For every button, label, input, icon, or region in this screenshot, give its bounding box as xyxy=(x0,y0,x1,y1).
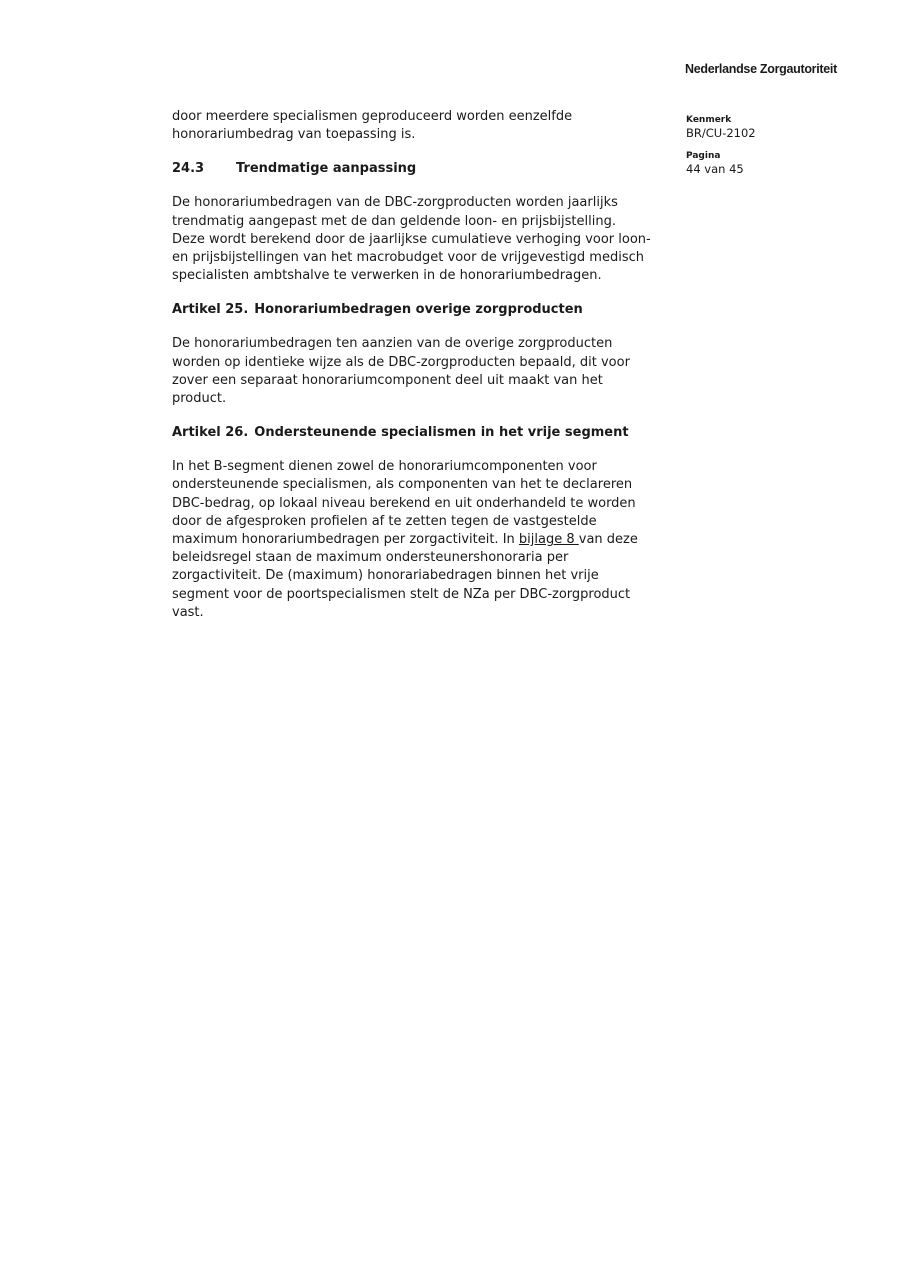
section-title: Trendmatige aanpassing xyxy=(236,161,417,177)
paragraph-line: beleidsregel staan de maximum ondersteunershonoraria per xyxy=(172,550,569,566)
paragraph-line: zorgactiviteit. De (maximum) honorariabedragen binnen het vrije xyxy=(172,568,599,584)
article-26-paragraph xyxy=(172,458,682,622)
paragraph-line: De honorariumbedragen ten aanzien van de overige zorgproducten xyxy=(172,336,613,352)
intro-paragraph xyxy=(172,108,682,144)
article-title: Ondersteunende specialismen in het vrije segment xyxy=(254,425,629,441)
paragraph-line: segment voor de poortspecialismen stelt de NZa per DBC-zorgproduct xyxy=(172,586,631,602)
article-number: Artikel 26. xyxy=(172,425,249,441)
paragraph-line: van deze xyxy=(578,532,638,548)
kenmerk-block xyxy=(686,114,866,141)
paragraph-line: door meerdere specialismen geproduceerd worden eenzelfde xyxy=(172,109,573,124)
paragraph-line: trendmatig aangepast met de dan geldende loon- en prijsbijstelling. xyxy=(172,213,616,229)
section-number: 24.3 xyxy=(172,161,205,177)
article-25-heading xyxy=(172,301,682,319)
paragraph-line: specialisten ambtshalve te verwerken in de honorariumbedragen. xyxy=(172,268,602,284)
paragraph-line: In het B-segment dienen zowel de honorariumcomponenten voor xyxy=(172,459,597,475)
bijlage-8-link[interactable]: bijlage 8 xyxy=(518,532,579,548)
paragraph-line: zover een separaat honorariumcomponent deel uit maakt van het xyxy=(172,372,603,388)
article-number: Artikel 25. xyxy=(172,302,249,318)
paragraph-line: De honorariumbedragen van de DBC-zorgproducten worden jaarlijks xyxy=(172,195,618,211)
paragraph-line: en prijsbijstellingen van het macrobudget voor de vrijgevestigd medisch xyxy=(172,250,644,266)
paragraph-line: ondersteunende specialismen, als componenten van het te declareren xyxy=(172,477,633,493)
organization-name: Nederlandse Zorgautoriteit xyxy=(685,62,837,76)
paragraph-line: maximum honorariumbedragen per zorgactiviteit. In xyxy=(172,532,519,548)
kenmerk-label: Kenmerk xyxy=(686,115,732,125)
paragraph-line: honorariumbedrag van toepassing is. xyxy=(172,127,416,143)
pagina-label: Pagina xyxy=(686,151,721,161)
section-24-3-paragraph xyxy=(172,194,682,285)
pagina-value: 44 van 45 xyxy=(686,162,744,176)
paragraph-line: Deze wordt berekend door de jaarlijkse cumulatieve verhoging voor loon- xyxy=(172,231,651,247)
article-title: Honorariumbedragen overige zorgproducten xyxy=(254,302,583,318)
pagina-block xyxy=(686,150,866,177)
paragraph-line: door de afgesproken profielen af te zetten tegen de vastgestelde xyxy=(172,513,597,529)
document-body xyxy=(172,108,682,638)
paragraph-line: product. xyxy=(172,391,227,407)
paragraph-line: vast. xyxy=(172,604,204,620)
kenmerk-value: BR/CU-2102 xyxy=(686,126,756,140)
paragraph-line: DBC-bedrag, op lokaal niveau berekend en uit onderhandeld te worden xyxy=(172,495,636,511)
paragraph-line: worden op identieke wijze als de DBC-zorgproducten bepaald, dit voor xyxy=(172,354,630,370)
section-heading-24-3 xyxy=(172,160,682,178)
article-25-paragraph xyxy=(172,335,682,408)
article-26-heading xyxy=(172,424,682,442)
